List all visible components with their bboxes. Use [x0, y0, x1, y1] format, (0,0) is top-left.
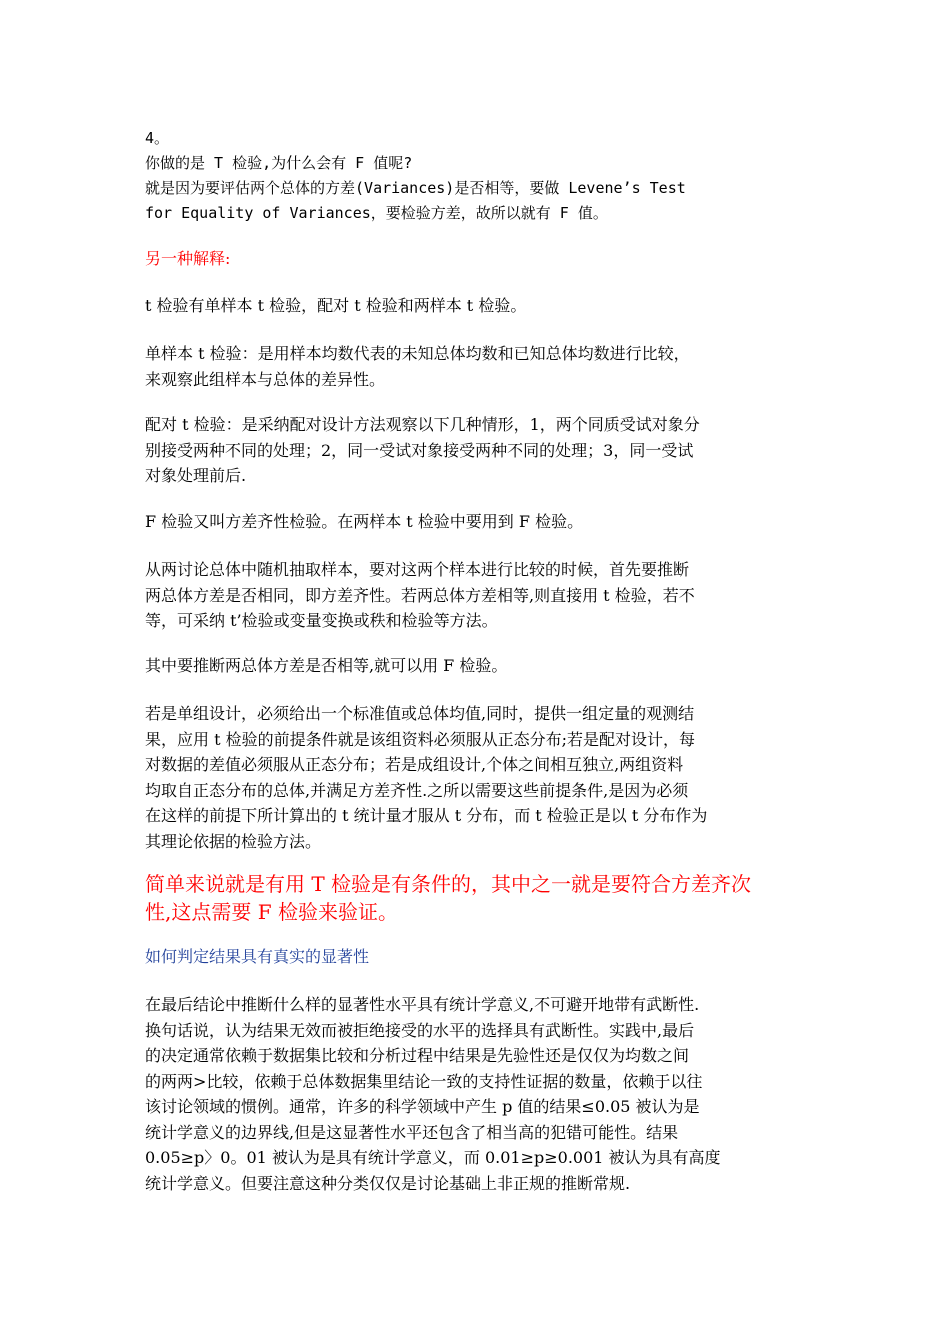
intro-paragraph: 4。 你做的是 T 检验,为什么会有 F 值呢? 就是因为要评估两个总体的方差(Variances)是否相等，要做 Levene’s Test for Equality of Variances，要检验方差，故所以就有 F 值。: [145, 129, 686, 222]
f-test-paragraph: F 检验又叫方差齐性检验。在两样本 t 检验中要用到 F 检验。: [145, 512, 584, 531]
t-test-types-paragraph: t 检验有单样本 t 检验，配对 t 检验和两样本 t 检验。: [145, 296, 527, 315]
alternative-explanation-heading: 另一种解释:: [145, 249, 231, 268]
significance-paragraph: 在最后结论中推断什么样的显著性水平具有统计学意义,不可避开地带有武断性. 换句话说，认为结果无效而被拒绝接受的水平的选择具有武断性。实践中,最后 的决定通常依赖于数据集比较和分析过程中结果是先验性还是仅仅为均数之间 的两两>比较，依赖于总体数据集里结论一致的支持性证据的数量，依赖于以往 该讨论领域的惯例。通常，许多的科学领域中产生 p 值的结果≤0.05 被认为是 统计学意义的边界线,但是这显著性水平还包含了相当高的犯错可能性。结果 0.05≥p〉0。01 被认为是具有统计学意义，而 0.01≥p≥0.001 被认为具有高度 统计学意义。但要注意这种分类仅仅是讨论基础上非正规的推断常规.: [145, 995, 721, 1193]
summary-red-paragraph: 简单来说就是有用 T 检验是有条件的，其中之一就是要符合方差齐次 性,这点需要 F 检验来验证。: [145, 872, 752, 924]
one-sample-t-test-paragraph: 单样本 t 检验：是用样本均数代表的未知总体均数和已知总体均数进行比较， 来观察此组样本与总体的差异性。: [145, 344, 690, 389]
sampling-comparison-paragraph: 从两讨论总体中随机抽取样本，要对这两个样本进行比较的时候，首先要推断 两总体方差是否相同，即方差齐性。若两总体方差相等,则直接用 t 检验，若不 等，可采纳 t’检验或变量变换或秩和检验等方法。: [145, 560, 695, 630]
f-test-judgement-paragraph: 其中要推断两总体方差是否相等,就可以用 F 检验。: [145, 656, 508, 675]
t-test-conditions-paragraph: 若是单组设计，必须给出一个标准值或总体均值,同时，提供一组定量的观测结 果，应用 t 检验的前提条件就是该组资料必须服从正态分布;若是配对设计，每 对数据的差值必须服从正态分布；若是成组设计,个体之间相互独立,两组资料 均取自正态分布的总体,并满足方差齐性.之所以需要这些前提条件,是因为必须 在这样的前提下所计算出的 t 统计量才服从 t 分布，而 t 检验正是以 t 分布作为 其理论依据的检验方法。: [145, 704, 708, 851]
paired-t-test-paragraph: 配对 t 检验：是采纳配对设计方法观察以下几种情形，1，两个同质受试对象分 别接受两种不同的处理；2，同一受试对象接受两种不同的处理；3，同一受试 对象处理前后.: [145, 415, 700, 485]
significance-heading: 如何判定结果具有真实的显著性: [145, 947, 370, 966]
